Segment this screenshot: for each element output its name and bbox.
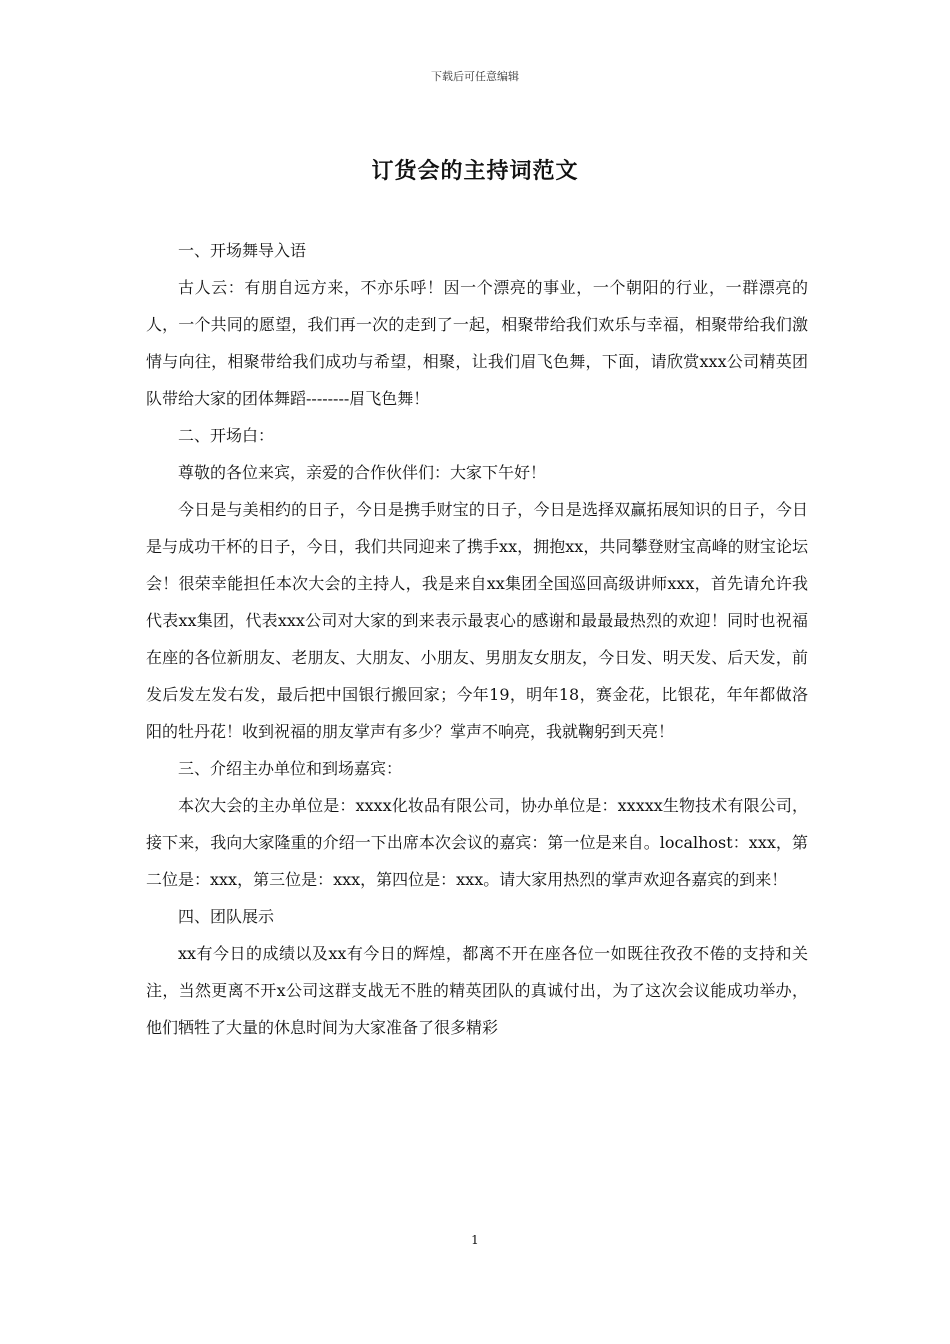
paragraph-opening-dance: 古人云：有朋自远方来，不亦乐呼！因一个漂亮的事业，一个朝阳的行业，一群漂亮的人，一个共同的愿望，我们再一次的走到了一起，相聚带给我们欢乐与幸福，相聚带给我们激情与向往，相聚带给我们成功与希望，相聚，让我们眉飞色舞，下面，请欣赏xxx公司精英团队带给大家的团体舞蹈--------眉飞色舞！: [146, 278, 808, 408]
document-body: [146, 232, 808, 1046]
section-heading-opening-dance: 一、开场舞导入语: [178, 241, 307, 260]
section-heading-opening-remarks: 二、开场白：: [178, 426, 275, 445]
paragraph-greeting: 尊敬的各位来宾，亲爱的合作伙伴们：大家下午好！: [178, 463, 547, 482]
paragraph-team-showcase: xx有今日的成绩以及xx有今日的辉煌，都离不开在座各位一如既往孜孜不倦的支持和关注，当然更离不开x公司这群支战无不胜的精英团队的真诚付出，为了这次会议能成功举办，他们牺牲了大量的休息时间为大家准备了很多精彩: [146, 944, 808, 1037]
page-number: 1: [471, 1233, 479, 1247]
paragraph-hosts-guests: 本次大会的主办单位是：xxxx化妆品有限公司，协办单位是：xxxxx生物技术有限公司，接下来，我向大家隆重的介绍一下出席本次会议的嘉宾：第一位是来自。localhost：xxx，第二位是：xxx，第三位是：xxx，第四位是：xxx。请大家用热烈的掌声欢迎各嘉宾的到来！: [146, 796, 808, 889]
header-note: 下载后可任意编辑: [431, 70, 519, 83]
section-heading-team-showcase: 四、团队展示: [178, 907, 275, 926]
paragraph-opening-remarks: 今日是与美相约的日子，今日是携手财宝的日子，今日是选择双赢拓展知识的日子，今日是与成功干杯的日子，今日，我们共同迎来了携手xx，拥抱xx，共同攀登财宝高峰的财宝论坛会！很荣幸能担任本次大会的主持人，我是来自xx集团全国巡回高级讲师xxx，首先请允许我代表xx集团，代表xxx公司对大家的到来表示最衷心的感谢和最最最热烈的欢迎！同时也祝福在座的各位新朋友、老朋友、大朋友、小朋友、男朋友女朋友，今日发、明天发、后天发，前发后发左发右发，最后把中国银行搬回家；今年19，明年18，赛金花，比银花，年年都做洛阳的牡丹花！收到祝福的朋友掌声有多少？掌声不响亮，我就鞠躬到天亮！: [146, 500, 808, 741]
section-heading-hosts-guests: 三、介绍主办单位和到场嘉宾：: [178, 759, 403, 778]
document-title: 订货会的主持词范文: [371, 158, 579, 184]
